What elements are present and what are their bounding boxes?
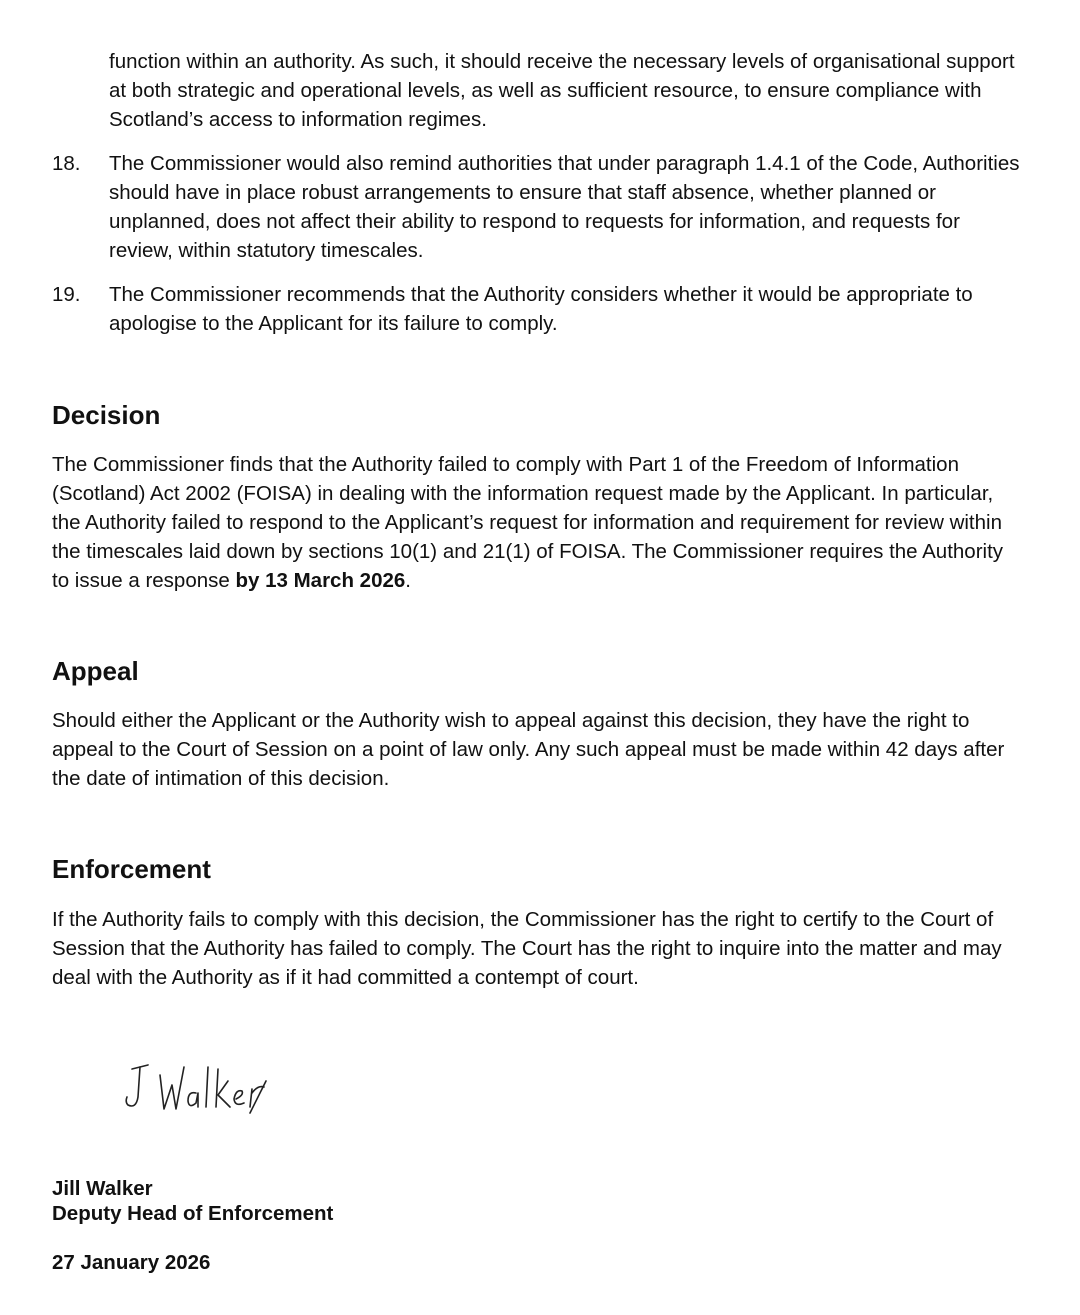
- decision-heading: Decision: [52, 400, 161, 430]
- paragraph-19: [52, 280, 1022, 338]
- paragraph-text: The Commissioner recommends that the Authority considers whether it would be appropriate to apologise to the Applicant for its failure to comply.: [109, 283, 973, 335]
- appeal-heading: Appeal: [52, 656, 139, 686]
- paragraph-text: The Commissioner would also remind authorities that under paragraph 1.4.1 of the Code, Authorities should have in place robust arrangements to ensure that staff absence, whether planned or unplanned, does not affect their ability to respond to requests for information, and requests for review, within statutory timescales.: [109, 152, 1020, 262]
- decision-paragraph: [52, 450, 1017, 595]
- enforcement-heading: Enforcement: [52, 854, 211, 884]
- decision-end: .: [405, 569, 411, 592]
- enforcement-paragraph: If the Authority fails to comply with this decision, the Commissioner has the right to certify to the Court of Session that the Authority has failed to comply. The Court has the right to inquire into the matter and may deal with the Authority as if it had committed a contempt of court.: [52, 908, 1002, 989]
- signatory-title: Deputy Head of Enforcement: [52, 1202, 334, 1225]
- signature-date: 27 January 2026: [52, 1251, 211, 1274]
- paragraph-18: [52, 149, 1022, 265]
- handwritten-signature: [120, 1053, 280, 1123]
- appeal-paragraph: Should either the Applicant or the Authority wish to appeal against this decision, they have the right to appeal to the Court of Session on a point of law only. Any such appeal must be made within 42 days after the date of intimation of this decision.: [52, 709, 1005, 790]
- paragraph-number: 19.: [52, 283, 81, 306]
- continuation-paragraph: function within an authority. As such, it should receive the necessary levels of organisational support at both strategic and operational levels, as well as sufficient resource, to ensure compliance with Scotland’s access to information regimes.: [109, 50, 1015, 131]
- decision-text: The Commissioner finds that the Authority failed to comply with Part 1 of the Freedom of Information (Scotland) Act 2002 (FOISA) in dealing with the information request made by the Applicant. In particular, the Authority failed to respond to the Applicant’s request for information and requirement for review within the timescales laid down by sections 10(1) and 21(1) of FOISA. The Commissioner requires the Authority to issue a response: [52, 453, 1004, 592]
- paragraph-number: 18.: [52, 152, 81, 175]
- signatory-name: Jill Walker: [52, 1177, 153, 1200]
- decision-deadline: by 13 March 2026: [235, 569, 406, 592]
